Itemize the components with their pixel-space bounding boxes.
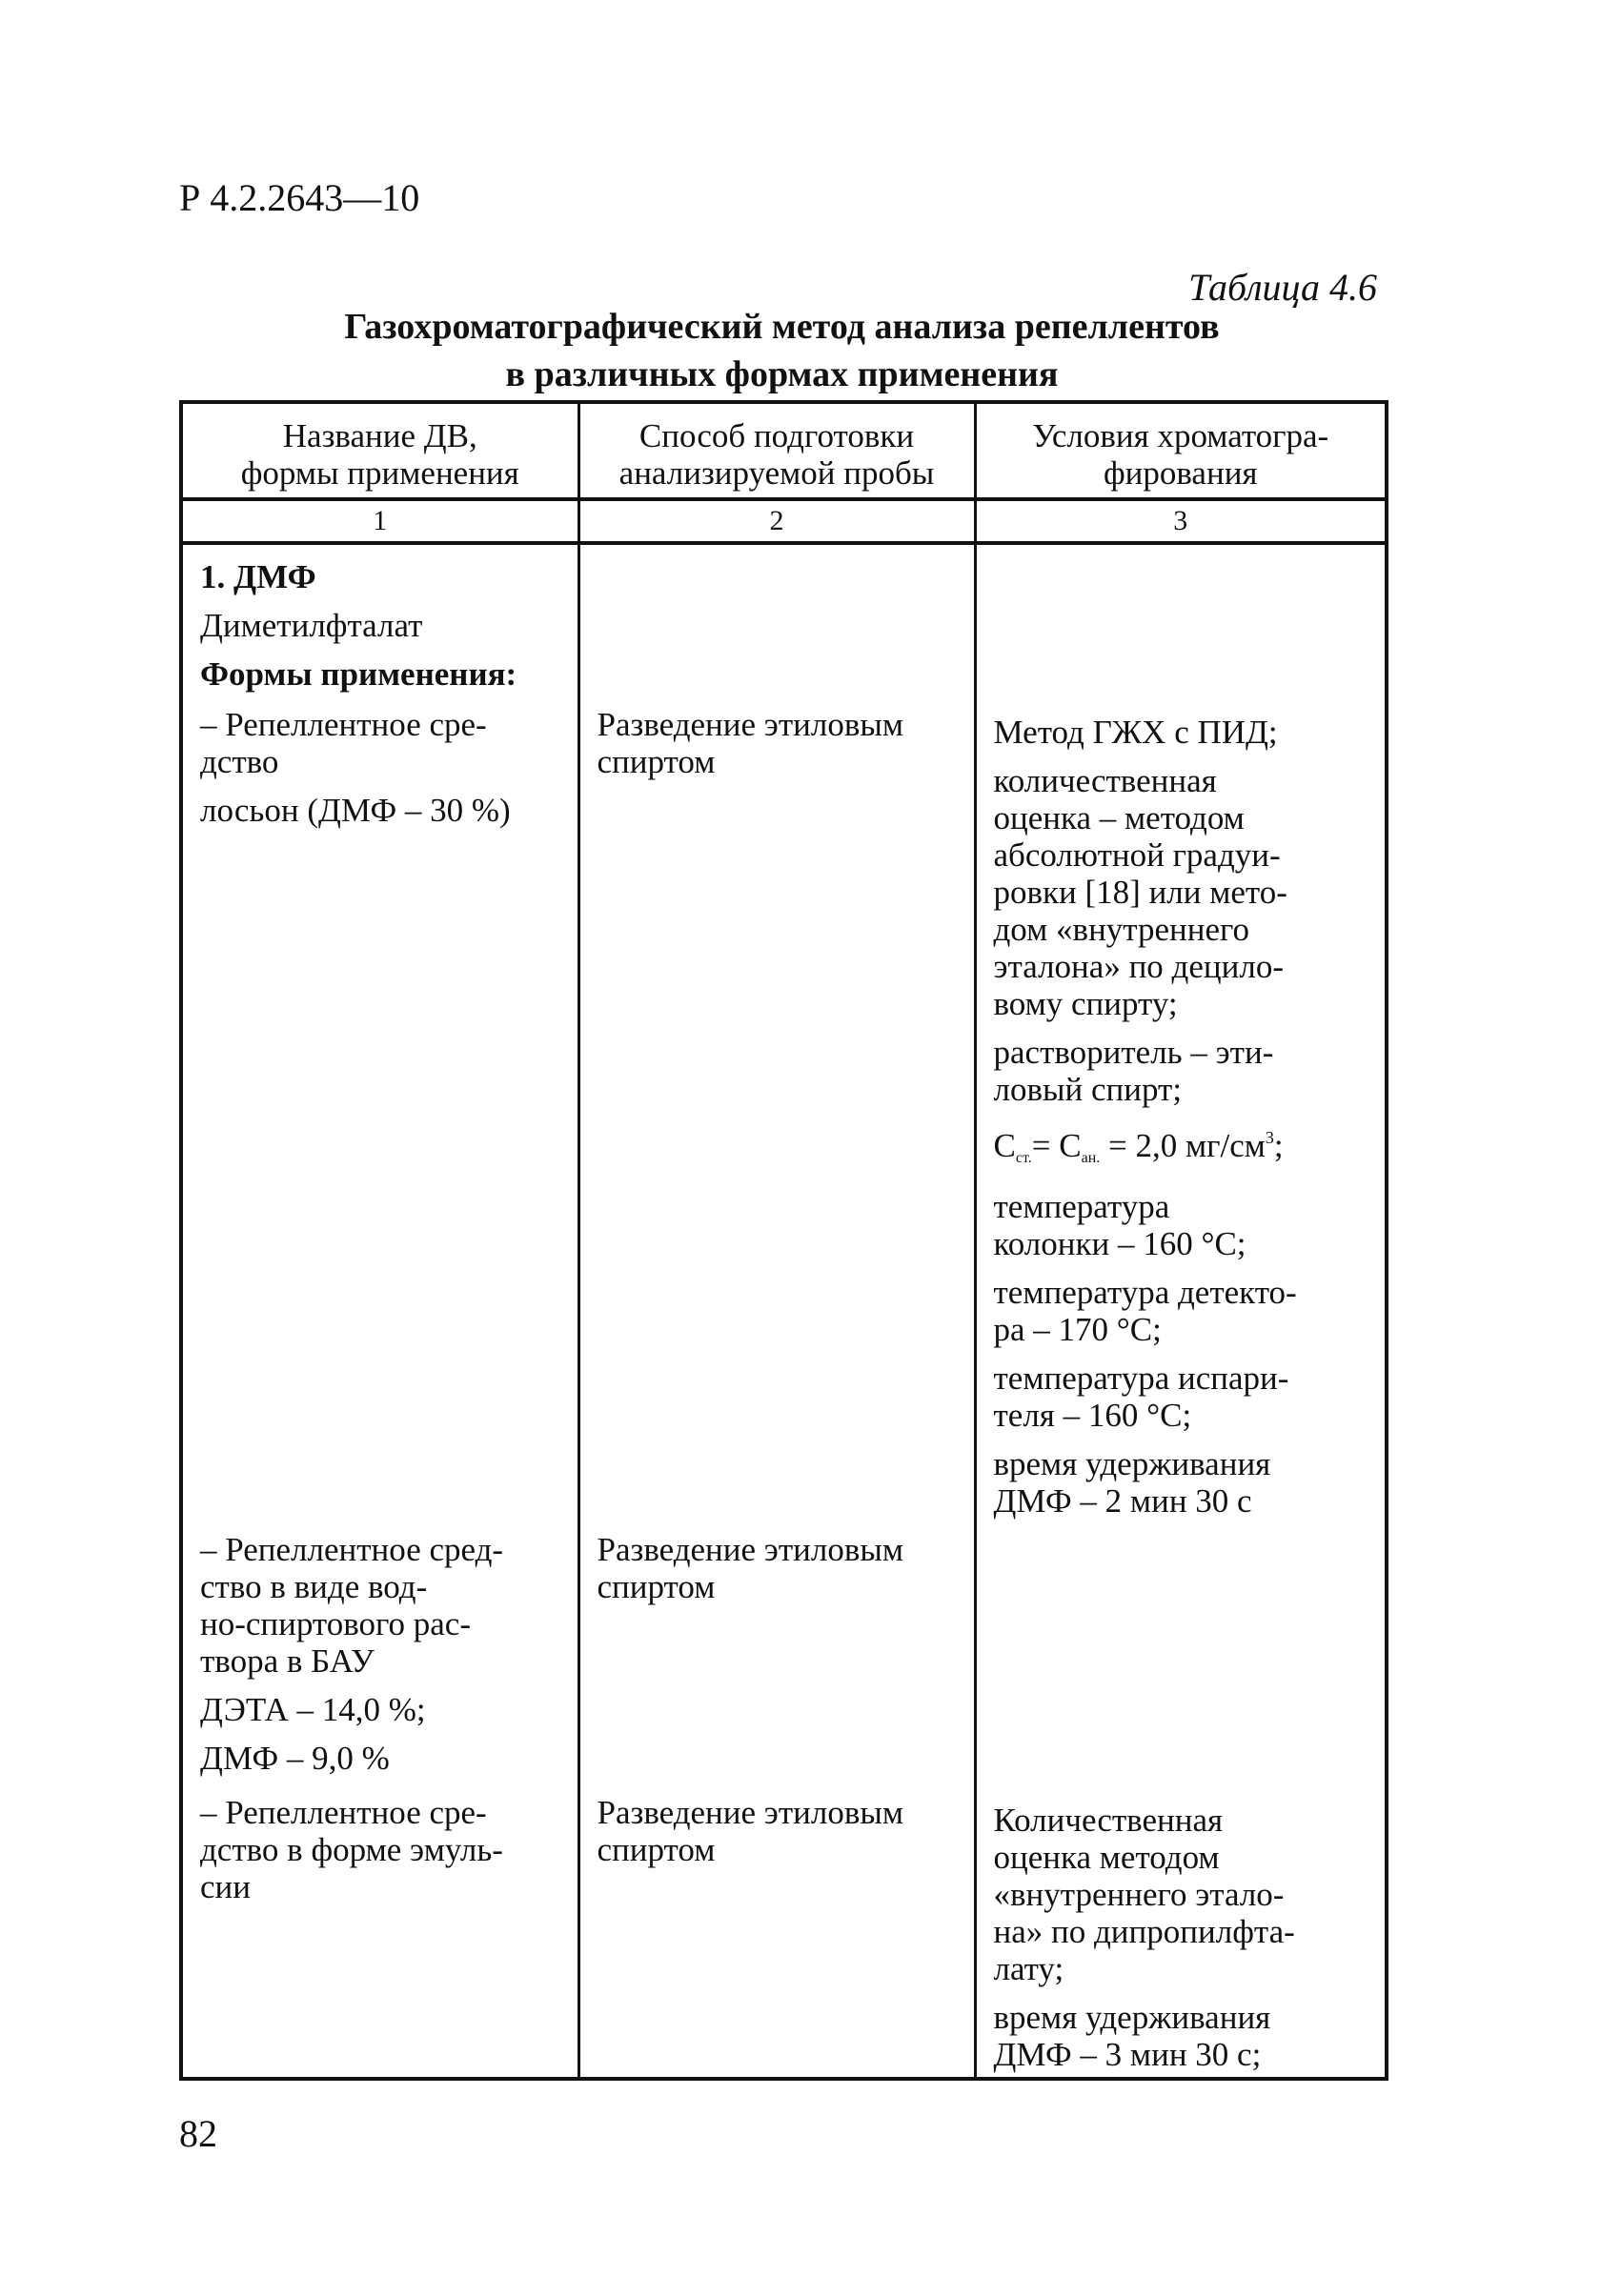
condition-quant: [994, 1802, 1368, 1987]
form-detail: лосьон (ДМФ – 30 %): [200, 792, 511, 829]
text-line: – Репеллентное сре-: [200, 1794, 487, 1831]
text-line: эталона» по децило-: [993, 948, 1284, 985]
text-line: ДМФ – 2 мин 30 с: [993, 1482, 1252, 1520]
form-name: [200, 1531, 560, 1680]
text-fragment: = С: [1031, 1127, 1082, 1164]
column-header-line: фирования: [1103, 454, 1258, 492]
empty-cell: [578, 543, 975, 706]
text-line: Разведение этиловым: [597, 706, 904, 743]
text-line: дом «внутреннего: [993, 911, 1250, 948]
column-header-line: Название ДВ,: [282, 417, 477, 454]
condition-quant: [994, 762, 1368, 1022]
empty-cell: [975, 543, 1387, 706]
condition-method: Метод ГЖХ с ПИД;: [993, 714, 1278, 751]
column-header: [181, 402, 578, 499]
forms-label: Формы применения:: [200, 655, 517, 693]
text-line: ДМФ – 3 мин 30 с;: [993, 2036, 1262, 2073]
column-number: 1: [181, 499, 578, 543]
table-title-line: Газохроматографический метод анализа репеллентов: [344, 307, 1220, 347]
form-detail: ДМФ – 9,0 %: [200, 1740, 390, 1777]
prep-method: [598, 1794, 957, 1868]
text-line: – Репеллентное сред-: [200, 1531, 504, 1568]
column-number: 2: [578, 499, 975, 543]
table-row: [181, 1794, 1387, 2079]
section-row: [181, 543, 1387, 706]
form-name-cell: [181, 1531, 578, 1794]
column-header-line: Условия хроматогра-: [1032, 417, 1329, 454]
text-line: растворитель – эти-: [993, 1034, 1274, 1071]
form-name: [200, 1794, 560, 1905]
text-line: дство в форме эмуль-: [200, 1831, 503, 1868]
column-header: [578, 402, 975, 499]
conditions-cell: [975, 706, 1387, 1531]
form-detail: ДЭТА – 14,0 %;: [200, 1691, 426, 1728]
page-number: 82: [179, 2112, 217, 2155]
text-line: на» по дипропилфта-: [993, 1913, 1295, 1950]
text-line: время удерживания: [993, 1999, 1271, 2036]
condition-detector-temp: [994, 1274, 1368, 1348]
text-line: но-спиртового рас-: [200, 1605, 471, 1642]
column-header: [975, 402, 1387, 499]
text-line: время удерживания: [993, 1445, 1271, 1482]
subscript: ан.: [1081, 1150, 1101, 1166]
column-header-line: Способ подготовки: [638, 417, 915, 454]
condition-retention-time: [994, 1999, 1368, 2073]
prep-cell: [578, 1794, 975, 2079]
conditions-cell: [975, 1794, 1387, 2079]
column-header-line: формы применения: [240, 454, 519, 492]
text-line: спиртом: [597, 743, 716, 780]
text-line: температура детекто-: [993, 1274, 1297, 1311]
text-line: вому спирту;: [993, 985, 1178, 1022]
text-line: Разведение этиловым: [597, 1794, 904, 1831]
table-row: [181, 706, 1387, 1531]
condition-evaporator-temp: [994, 1359, 1368, 1434]
table-row: [181, 1531, 1387, 1794]
text-line: ровки [18] или мето-: [993, 874, 1287, 911]
text-line: ство в виде вод-: [200, 1568, 428, 1605]
text-line: спиртом: [597, 1568, 716, 1605]
column-number-row: [181, 499, 1387, 543]
text-line: Количественная: [993, 1802, 1224, 1839]
condition-column-temp: [994, 1188, 1368, 1262]
text-fragment: = 2,0 мг/см: [1100, 1127, 1266, 1164]
text-fragment: ;: [1273, 1127, 1284, 1164]
form-name-cell: [181, 1794, 578, 2079]
text-line: количественная: [993, 762, 1217, 799]
text-line: лату;: [993, 1950, 1064, 1987]
text-line: ловый спирт;: [993, 1071, 1183, 1108]
table-caption: Таблица 4.6: [1188, 266, 1377, 309]
prep-method: [598, 706, 957, 780]
text-line: «внутреннего этало-: [993, 1876, 1285, 1913]
text-line: температура испари-: [993, 1359, 1289, 1397]
text-line: спиртом: [597, 1831, 716, 1868]
text-line: теля – 160 °С;: [993, 1397, 1192, 1434]
section-cell: [181, 543, 578, 706]
text-line: – Репеллентное сре-: [200, 706, 487, 743]
form-name-cell: [181, 706, 578, 1531]
text-line: оценка методом: [993, 1839, 1220, 1876]
text-line: оценка – методом: [993, 799, 1245, 836]
section-substance: Диметилфталат: [200, 607, 423, 644]
text-line: ра – 170 °С;: [993, 1311, 1162, 1348]
text-line: абсолютной градуи-: [993, 836, 1281, 874]
data-table: [179, 400, 1388, 2081]
prep-cell: [578, 706, 975, 1531]
table-title: [179, 303, 1385, 398]
text-line: сии: [200, 1868, 251, 1905]
text-line: температура: [993, 1188, 1170, 1225]
prep-cell: [578, 1531, 975, 1794]
column-header-line: анализируемой пробы: [618, 454, 935, 492]
text-line: твора в БАУ: [200, 1642, 375, 1680]
condition-concentration: [994, 1119, 1368, 1177]
text-fragment: С: [993, 1127, 1016, 1164]
form-name: [200, 706, 560, 780]
superscript: 3: [1265, 1128, 1274, 1147]
prep-method: [598, 1531, 957, 1605]
text-line: Разведение этиловым: [597, 1531, 904, 1568]
empty-cell: [975, 1531, 1387, 1794]
text-line: колонки – 160 °С;: [993, 1225, 1246, 1262]
document-code: Р 4.2.2643—10: [179, 176, 420, 219]
section-title: 1. ДМФ: [200, 558, 316, 595]
column-number: 3: [975, 499, 1387, 543]
condition-solvent: [994, 1034, 1368, 1108]
subscript: ст.: [1015, 1150, 1032, 1166]
text-line: дство: [200, 743, 279, 780]
table-title-line: в различных формах применения: [505, 354, 1059, 394]
condition-retention-time: [994, 1445, 1368, 1520]
table-header-row: [181, 402, 1387, 499]
